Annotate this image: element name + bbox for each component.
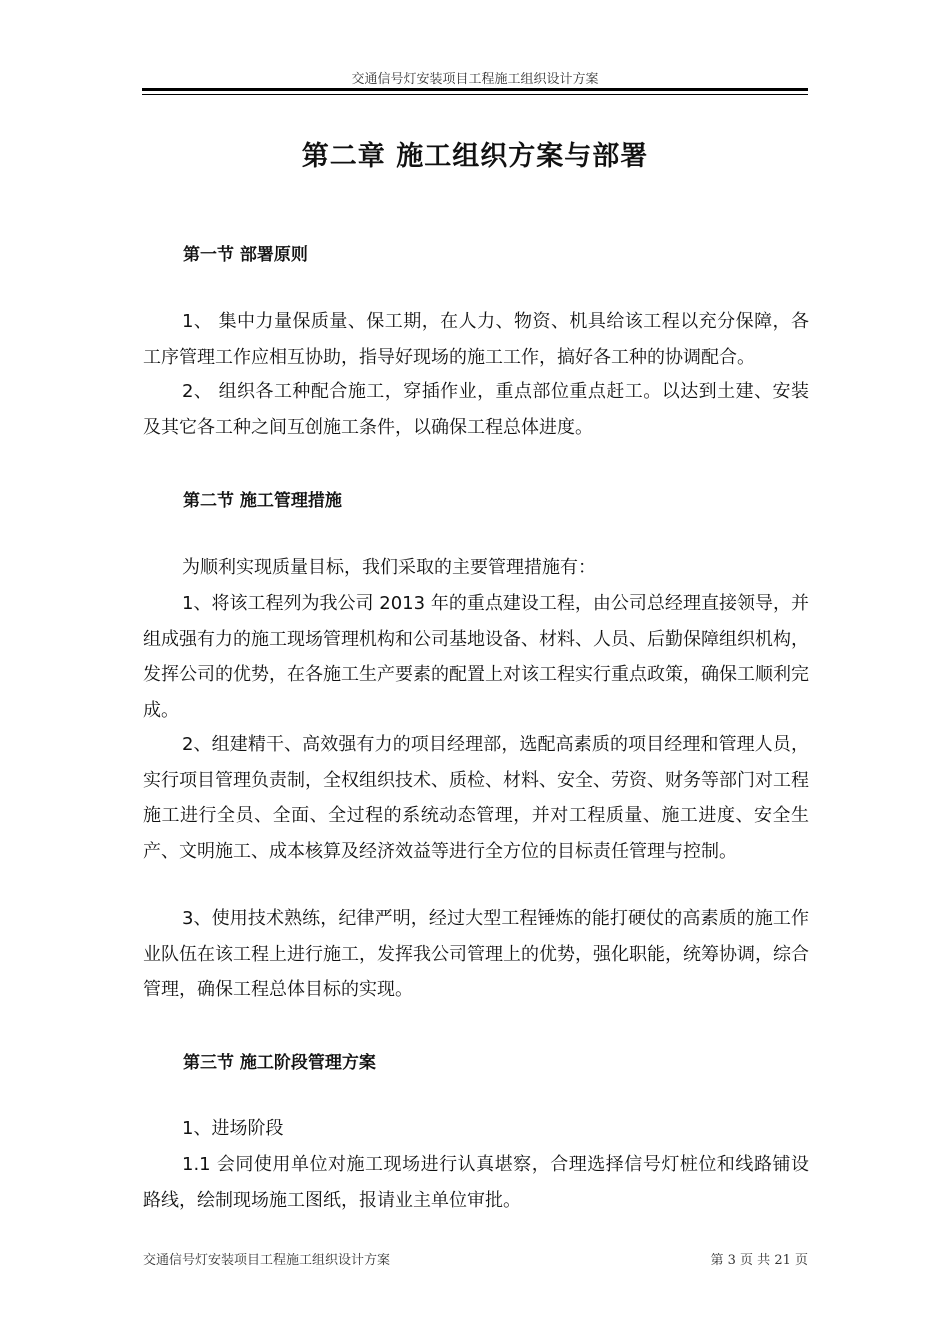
paragraph: 1、 集中力量保质量、保工期，在人力、物资、机具给该工程以充分保障，各工序管理工作应相互协助，指导好现场的施工工作，搞好各工种的协调配合。 — [143, 311, 809, 368]
section-heading-2: 第二节 施工管理措施 — [183, 491, 342, 511]
header-rule-thin — [142, 94, 808, 95]
paragraph: 2、组建精干、高效强有力的项目经理部，选配高素质的项目经理和管理人员，实行项目管理负责制，全权组织技术、质检、材料、安全、劳资、财务等部门对工程施工进行全员、全面、全过程的系统动态管理，并对工程质量、施工进度、安全生产、文明施工、成本核算及经济效益等进行全方位的目标责任管理与控制。 — [143, 734, 809, 862]
running-header: 交通信号灯安装项目工程施工组织设计方案 — [351, 72, 599, 87]
section-heading-1: 第一节 部署原则 — [183, 245, 308, 265]
page-number: 第 3 页 共 21 页 — [710, 1253, 808, 1268]
header-rule — [142, 88, 808, 91]
chapter-title: 第二章 施工组织方案与部署 — [301, 141, 649, 172]
footer-title: 交通信号灯安装项目工程施工组织设计方案 — [143, 1253, 391, 1268]
paragraph: 为顺利实现质量目标，我们采取的主要管理措施有： — [182, 557, 596, 578]
paragraph: 1.1 会同使用单位对施工现场进行认真堪察，合理选择信号灯桩位和线路铺设路线，绘制现场施工图纸，报请业主单位审批。 — [143, 1154, 809, 1211]
paragraph: 2、 组织各工种配合施工，穿插作业，重点部位重点赶工。以达到土建、安装及其它各工种之间互创施工条件，以确保工程总体进度。 — [143, 381, 809, 438]
paragraph: 1、将该工程列为我公司 2013 年的重点建设工程，由公司总经理直接领导，并组成强有力的施工现场管理机构和公司基地设备、材料、人员、后勤保障组织机构，发挥公司的优势，在各施工生产要素的配置上对该工程实行重点政策，确保工顺利完成。 — [143, 593, 809, 721]
paragraph: 3、使用技术熟练，纪律严明，经过大型工程锤炼的能打硬仗的高素质的施工作业队伍在该工程上进行施工，发挥我公司管理上的优势，强化职能，统筹协调，综合管理，确保工程总体目标的实现。 — [143, 908, 809, 1000]
section-heading-3: 第三节 施工阶段管理方案 — [183, 1053, 376, 1073]
paragraph: 1、进场阶段 — [182, 1118, 284, 1139]
